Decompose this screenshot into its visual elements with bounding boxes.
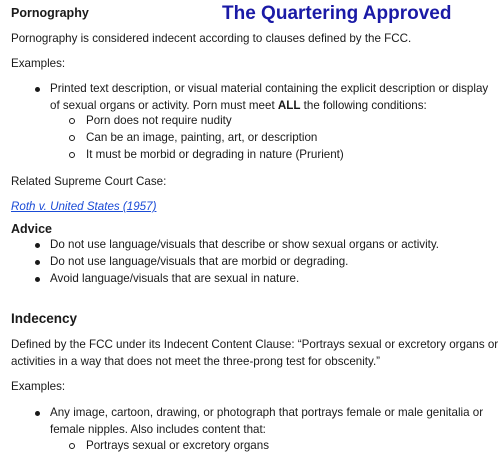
example-text-emphasis: ALL (277, 99, 301, 112)
circle-bullet-icon (69, 135, 75, 141)
example-text-prefix: of sexual organs or activity. Porn must meet (50, 99, 278, 112)
condition-item: It must be morbid or degrading in nature (Prurient) (86, 148, 344, 161)
case-link-wrapper (11, 199, 156, 214)
examples-label: Examples: (11, 57, 66, 70)
advice-title: Advice (11, 222, 52, 236)
circle-bullet-icon (69, 118, 75, 124)
advice-item: Do not use language/visuals that describe or show sexual organs or activity. (50, 238, 440, 251)
indecency-example-line2: female nipples. Also includes content that: (50, 423, 266, 436)
example-text-suffix: the following conditions: (300, 99, 427, 112)
condition-item: Porn does not require nudity (86, 114, 232, 127)
bullet-icon (35, 277, 40, 282)
overlay-title: The Quartering Approved (222, 3, 452, 24)
indecency-example-line1: Any image, cartoon, drawing, or photograph that portrays female or male genitalia or (50, 406, 484, 419)
related-case-label: Related Supreme Court Case: (11, 175, 167, 188)
section-title-pornography: Pornography (11, 6, 89, 20)
section-title-indecency: Indecency (11, 311, 78, 326)
example-text-line2 (50, 98, 427, 113)
pornography-intro: Pornography is considered indecent according to clauses defined by the FCC. (11, 32, 412, 45)
bullet-icon (35, 87, 40, 92)
examples-label: Examples: (11, 380, 66, 393)
bullet-icon (35, 243, 40, 248)
circle-bullet-icon (69, 152, 75, 158)
circle-bullet-icon (69, 443, 75, 449)
sub-item: Portrays sexual or excretory organs (86, 439, 269, 452)
example-text-line1: Printed text description, or visual material containing the explicit description or display (50, 82, 489, 95)
advice-item: Avoid language/visuals that are sexual in nature. (50, 272, 300, 285)
condition-item: Can be an image, painting, art, or description (86, 131, 318, 144)
roth-v-united-states-link[interactable]: Roth v. United States (1957) (11, 200, 157, 213)
indecency-definition-line2: activities in a way that does not meet the three-prong test for obscenity.” (11, 355, 381, 368)
indecency-definition-line1: Defined by the FCC under its Indecent Content Clause: “Portrays sexual or excretory organs or (11, 338, 499, 351)
advice-item: Do not use language/visuals that are morbid or degrading. (50, 255, 349, 268)
bullet-icon (35, 411, 40, 416)
bullet-icon (35, 260, 40, 265)
